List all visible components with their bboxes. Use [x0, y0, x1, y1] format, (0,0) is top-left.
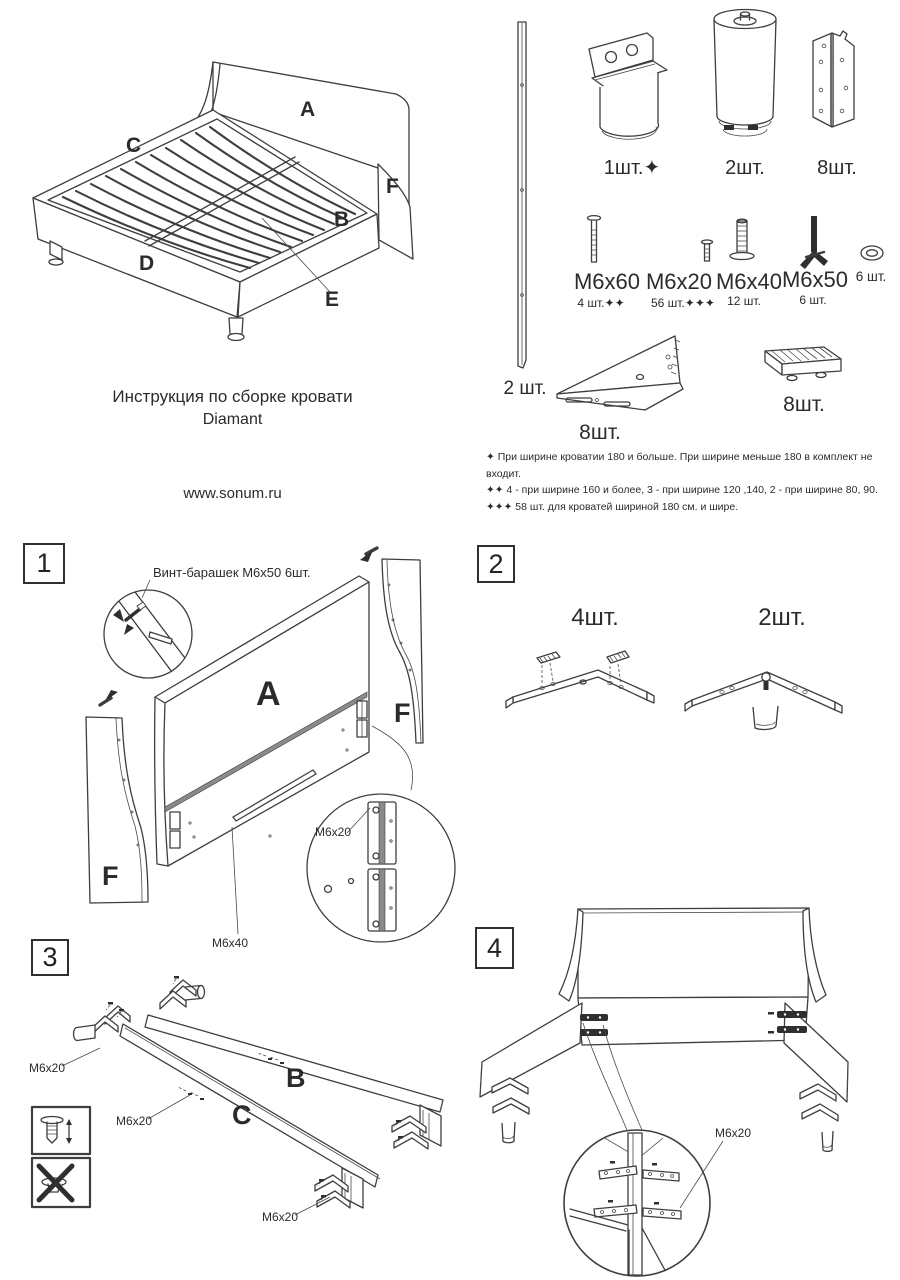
wing-bolt-label: Винт-барашек М6х50 6шт. [153, 565, 311, 580]
step4-m6x20-label: M6x20 [715, 1126, 752, 1140]
footnote-1: ✦ При ширине кроватии 180 и больше. При ширине меньше 180 в комплект не входит. [486, 451, 873, 480]
step-1-illustration [80, 540, 460, 960]
wing-bolt-m6x50-qty: 6 шт. [799, 293, 827, 307]
washer-icon [861, 246, 883, 260]
metal-rail-part [518, 22, 526, 368]
gusset-bracket-part [557, 336, 683, 410]
washer-qty: 6 шт. [855, 269, 887, 284]
screw-depth-warning-icon [32, 1107, 90, 1154]
bolt-m6x40-qty: 12 шт. [727, 294, 761, 308]
bolt-m6x20-qty: 56 шт.✦✦✦ [651, 296, 715, 310]
do-not-overtighten-icon [32, 1158, 90, 1207]
bracket-cluster [492, 1078, 529, 1143]
step-4-digit: 4 [486, 932, 503, 963]
step3-label-c: C [232, 1100, 252, 1130]
step-4-illustration [460, 880, 900, 1280]
title-block [55, 386, 410, 429]
step3-label-b: B [286, 1063, 306, 1093]
step1-m6x40-label: M6x40 [212, 936, 249, 950]
bolt-m6x40-icon [730, 219, 754, 259]
step-2-illustration [470, 530, 900, 745]
cylinder-leg-part [714, 10, 776, 137]
detail-circle-wing-bolt [104, 590, 192, 678]
step3-m6x20-label-3: M6x20 [262, 1210, 299, 1224]
leg-plate-with-pads [506, 651, 654, 708]
hook-leg-qty: 1шт.✦ [603, 157, 661, 179]
bracket-cluster [160, 976, 205, 1009]
overview-label-d: D [139, 252, 155, 275]
frame-rail-left [480, 1003, 582, 1097]
overview-label-a: A [300, 98, 316, 121]
leg-plate-with-leg [685, 672, 842, 729]
website-url: www.sonum.ru [183, 485, 282, 502]
wing-bolt-m6x50-icon [800, 216, 828, 269]
footnote-2: ✦✦ 4 - при ширине 160 и более, 3 - при ширине 120 ,140, 2 - при ширине 80, 90. [486, 484, 878, 496]
bolt-m6x40-name: М6х40 [715, 269, 783, 294]
overview-label-f: F [386, 175, 399, 198]
step2-qty-right: 2шт. [758, 604, 806, 631]
wing-bolt-m6x50-name: М6х50 [781, 267, 849, 292]
hook-leg-part [589, 33, 667, 139]
step-1-number [23, 543, 65, 584]
step-3-digit: 3 [42, 942, 58, 972]
bolt-m6x60-name: М6х60 [573, 269, 641, 294]
step1-label-f-right: F [394, 698, 411, 728]
step1-label-f-left: F [102, 861, 119, 891]
bracket-cluster [392, 1105, 441, 1149]
bolt-m6x20-icon [702, 240, 713, 261]
gusset-bracket-qty: 8шт. [579, 421, 621, 444]
parts-list-illustration [480, 0, 900, 450]
bed-overview-illustration [0, 0, 470, 350]
page-title: Инструкция по сборке кровати [112, 387, 353, 406]
overview-label-e: E [325, 288, 340, 311]
corner-plate-part [813, 31, 854, 127]
rail-qty: 2 шт. [503, 378, 547, 399]
footnote-3: ✦✦✦ 58 шт. для кроватей шириной 180 см. и шире. [486, 500, 739, 513]
bracket-cluster [800, 1084, 838, 1151]
step2-qty-left: 4шт. [571, 604, 619, 631]
screw-icon [762, 673, 770, 690]
overview-label-b: B [334, 208, 350, 231]
step-1-digit: 1 [36, 548, 52, 578]
bolt-m6x60-qty: 4 шт.✦✦ [577, 296, 625, 310]
bolt-m6x60-icon [588, 216, 601, 262]
pad-qty: 8шт. [783, 393, 825, 416]
bolt-m6x20-name: М6х20 [645, 269, 713, 294]
step1-label-a: A [256, 675, 281, 713]
step-2-digit: 2 [488, 548, 504, 579]
step-3-illustration [20, 930, 470, 1280]
footnotes [486, 449, 896, 515]
adhesive-pad-icon [537, 651, 629, 663]
step1-m6x20-label: M6x20 [315, 825, 352, 839]
step3-m6x20-label-2: M6x20 [116, 1114, 153, 1128]
pad-part [765, 347, 841, 381]
step3-m6x20-label-1: M6x20 [29, 1061, 66, 1075]
corner-plate-qty: 8шт. [817, 157, 857, 179]
product-name: Diamant [202, 411, 263, 428]
overview-label-c: C [126, 134, 142, 157]
cylinder-leg-qty: 2шт. [725, 157, 765, 179]
